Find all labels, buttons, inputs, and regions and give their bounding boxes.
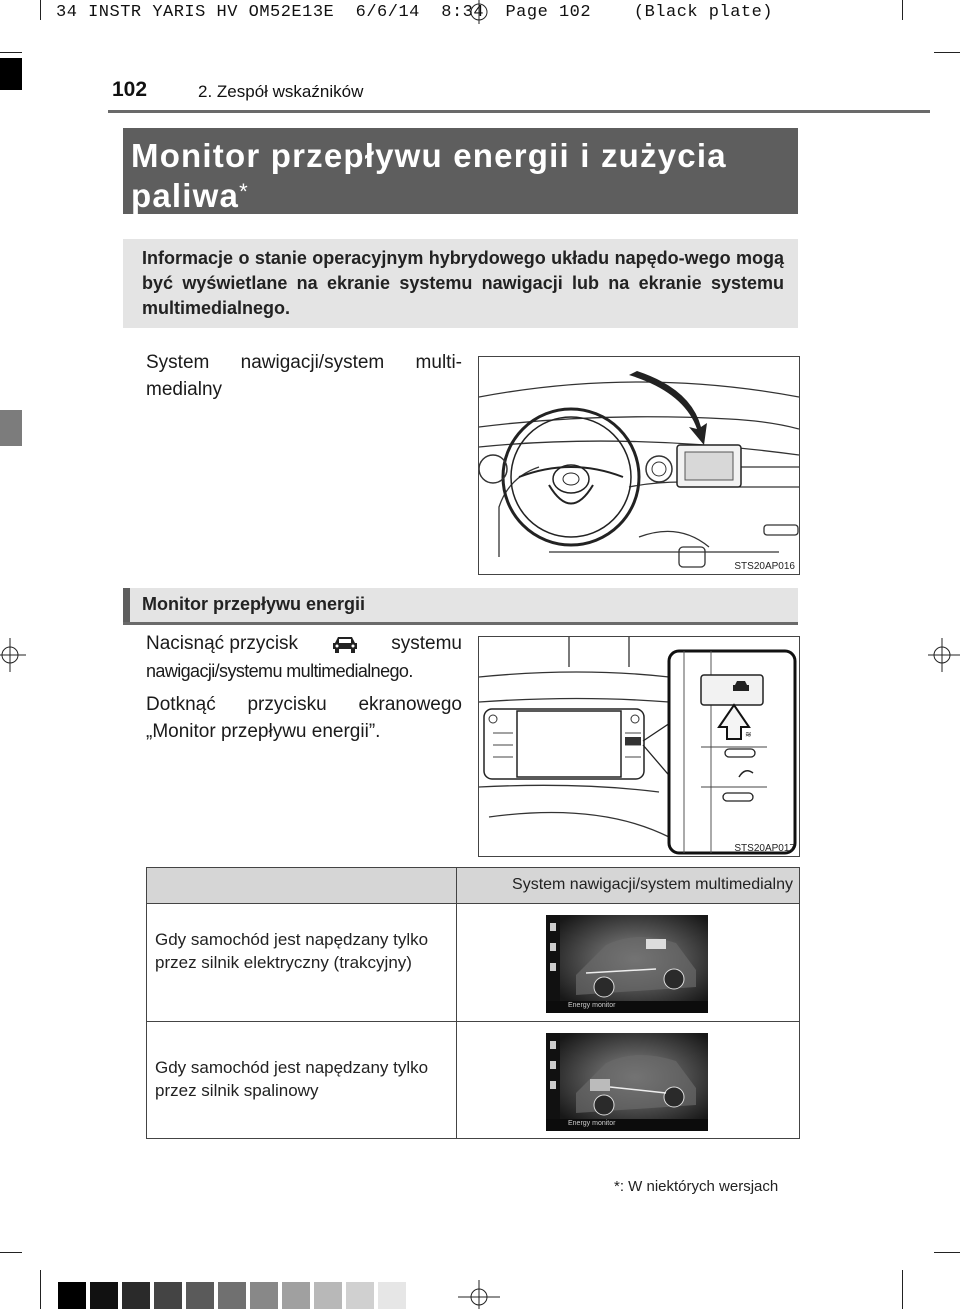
calibration-swatch [154, 1282, 182, 1309]
subheading-band [123, 588, 798, 625]
calibration-swatch [186, 1282, 214, 1309]
dashboard-illustration [479, 357, 799, 574]
nav-system-text: System nawigacji/system multi-medialny [146, 352, 462, 400]
figure-code: STS20AP016 [734, 561, 795, 572]
registration-mark-icon [462, 0, 496, 24]
page-number: 102 [112, 78, 148, 101]
dashboard-figure [478, 356, 800, 575]
table-row-label: Gdy samochód jest napędzany tylko przez silnik spalinowy [155, 1058, 429, 1100]
print-header: 34 INSTR YARIS HV OM52E13E 6/6/14 8:34 Page 102 (Black plate) [56, 3, 774, 22]
crop-mark [934, 1252, 960, 1253]
calibration-swatch [282, 1282, 310, 1309]
registration-mark-icon [0, 638, 26, 672]
step1-line1 [146, 630, 462, 657]
page-title-line2: paliwa [131, 177, 240, 214]
calibration-swatch [250, 1282, 278, 1309]
calibration-swatch [218, 1282, 246, 1309]
head-unit-illustration [479, 637, 799, 856]
table-divider [456, 868, 457, 1138]
table-header [147, 868, 799, 904]
crop-mark [934, 52, 960, 53]
crop-mark [902, 1270, 903, 1309]
section-title: 2. Zespół wskaźników [198, 82, 364, 101]
step1-line2: nawigacji/systemu multimedialnego. [146, 661, 413, 681]
table-divider [147, 1021, 799, 1022]
subheading-text: Monitor przepływu energii [142, 594, 366, 614]
energy-monitor-table [146, 867, 800, 1139]
step2-text: Dotknąć przycisku ekranowego „Monitor przepływu energii”. [146, 694, 462, 742]
crop-mark [902, 0, 903, 20]
title-asterisk: * [239, 179, 249, 204]
subheading-bar [123, 588, 130, 622]
step1-after: systemu [391, 633, 462, 654]
step1-before: Nacisnąć przycisk [146, 633, 299, 654]
info-band [123, 239, 798, 328]
footnote: *: W niektórych wersjach [614, 1178, 779, 1195]
crop-mark [40, 1270, 41, 1309]
page-title [131, 136, 781, 216]
energy-monitor-screen [546, 915, 708, 1013]
head-unit-figure [478, 636, 800, 857]
calibration-swatch [58, 1282, 86, 1309]
car-button-icon [331, 634, 359, 654]
screen-label: Energy monitor [568, 1120, 616, 1127]
calibration-swatch [346, 1282, 374, 1309]
page-title-line1: Monitor przepływu energii i zużycia [131, 137, 727, 174]
energy-monitor-screen [546, 1033, 708, 1131]
title-band [123, 128, 798, 214]
registration-mark-icon [458, 1280, 500, 1309]
energy-monitor-screen-image [546, 1033, 708, 1131]
calibration-swatch [122, 1282, 150, 1309]
calibration-swatch [90, 1282, 118, 1309]
table-header-label: System nawigacji/system multimedialny [512, 876, 793, 893]
registration-mark-icon [928, 638, 960, 672]
svg-text:≋: ≋ [745, 730, 752, 739]
header-rule [108, 110, 930, 113]
calibration-swatch [378, 1282, 406, 1309]
energy-monitor-screen-image [546, 915, 708, 1013]
calibration-swatch [314, 1282, 342, 1309]
table-row-label: Gdy samochód jest napędzany tylko przez silnik elektryczny (trakcyjny) [155, 930, 429, 972]
crop-mark [0, 1252, 22, 1253]
crop-mark [40, 0, 41, 20]
crop-mark [0, 52, 22, 53]
chapter-tab-marker [0, 410, 22, 446]
figure-code: STS20AP017 [734, 843, 795, 854]
info-text: Informacje o stanie operacyjnym hybrydowego układu napędo-wego mogą być wyświetlane na ekranie systemu nawigacji lub na ekranie systemu multimedialnego. [142, 248, 784, 318]
chapter-tab [0, 58, 22, 90]
screen-label: Energy monitor [568, 1002, 616, 1009]
